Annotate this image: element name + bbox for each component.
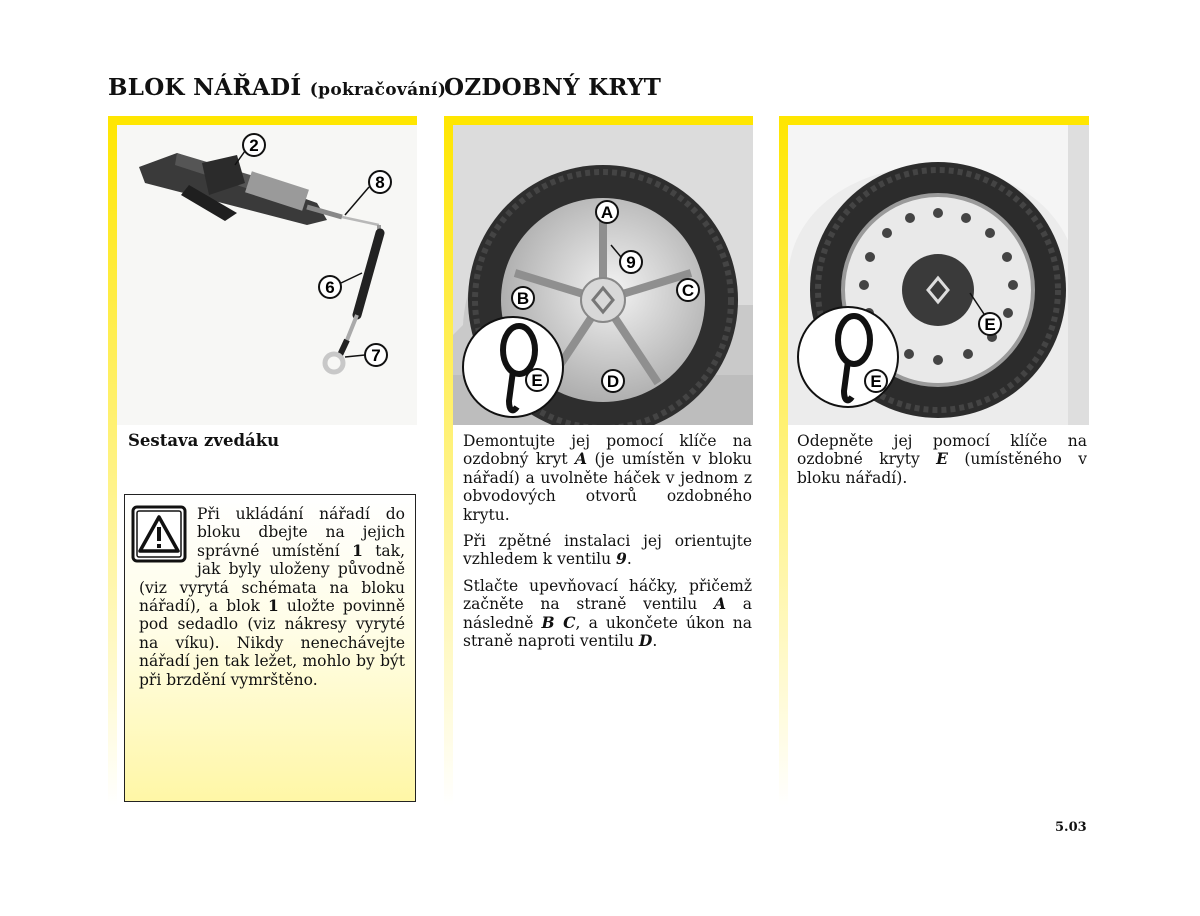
svg-text:B: B — [516, 289, 530, 308]
yellow-frame-side — [779, 116, 788, 806]
yellow-frame-top — [444, 116, 753, 125]
steel-label-e — [979, 313, 1001, 335]
hubcap-label-c — [677, 279, 699, 301]
section-heading-hubcap — [444, 74, 661, 101]
jack-caption: Sestava zvedáku — [128, 431, 280, 450]
warning-text: Při ukládání nářadí do bloku dbejte na jejich správné umístění 1 tak, jak byly uloženy původně (viz vyrytá schémata na bloku nářadí), a blok 1 uložte povinně pod sedadlo (viz nákresy vyryté na víku). Nikdy nenechávejte nářadí jen tak ležet, mohlo by být při brzdění vymrštěno. — [139, 505, 405, 689]
paragraph: Při zpětné instalaci jej orientujte vzhledem k ventilu 9. — [463, 532, 752, 569]
section-heading-tool-kit — [108, 74, 446, 101]
hubcap-label-b — [512, 287, 534, 309]
warning-box — [124, 494, 416, 802]
hubcap-removal-text — [463, 432, 752, 658]
svg-text:E: E — [531, 371, 543, 390]
heading-subtitle: (pokračování) — [309, 80, 447, 100]
svg-text:D: D — [606, 372, 620, 391]
steel-label-e-inset — [865, 370, 887, 392]
svg-text:C: C — [681, 281, 695, 300]
yellow-frame-side — [108, 116, 117, 806]
heading-title: OZDOBNÝ KRYT — [444, 74, 662, 101]
svg-text:A: A — [600, 203, 614, 222]
jack-label-7 — [365, 344, 387, 366]
steel-wheel-photo — [788, 125, 1089, 425]
jack-label-2 — [243, 134, 265, 156]
paragraph: Odepněte jej pomocí klíče na ozdobné kryty E (umístěného v bloku nářadí). — [797, 432, 1087, 487]
svg-text:E: E — [870, 372, 882, 391]
svg-text:8: 8 — [375, 173, 385, 192]
page-number: 5.03 — [1055, 820, 1087, 835]
warning-triangle-icon — [131, 505, 187, 563]
svg-text:2: 2 — [249, 136, 259, 155]
jack-assembly-photo — [117, 125, 417, 425]
paragraph: Demontujte jej pomocí klíče na ozdobný kryt A (je umístěn v bloku nářadí) a uvolněte háček v jednom z obvodových otvorů ozdobného krytu. — [463, 432, 752, 524]
svg-text:6: 6 — [325, 278, 335, 297]
hubcap-wheel-photo — [453, 125, 753, 425]
jack-label-8 — [369, 171, 391, 193]
yellow-frame-top — [779, 116, 1089, 125]
svg-text:7: 7 — [371, 346, 381, 365]
yellow-frame-side — [444, 116, 453, 806]
hubcap-label-e — [526, 369, 548, 391]
steel-hubcap-text — [797, 432, 1087, 495]
yellow-frame-top — [108, 116, 417, 125]
hubcap-label-a — [596, 201, 618, 223]
paragraph: Stlačte upevňovací háčky, přičemž začněte na straně ventilu A a následně B C, a ukončete úkon na straně naproti ventilu D. — [463, 576, 753, 651]
valve-label-9 — [620, 251, 642, 273]
hubcap-label-d — [602, 370, 624, 392]
svg-text:9: 9 — [626, 253, 636, 272]
svg-text:E: E — [984, 315, 996, 334]
jack-label-6 — [319, 276, 341, 298]
heading-title: BLOK NÁŘADÍ — [108, 74, 302, 101]
